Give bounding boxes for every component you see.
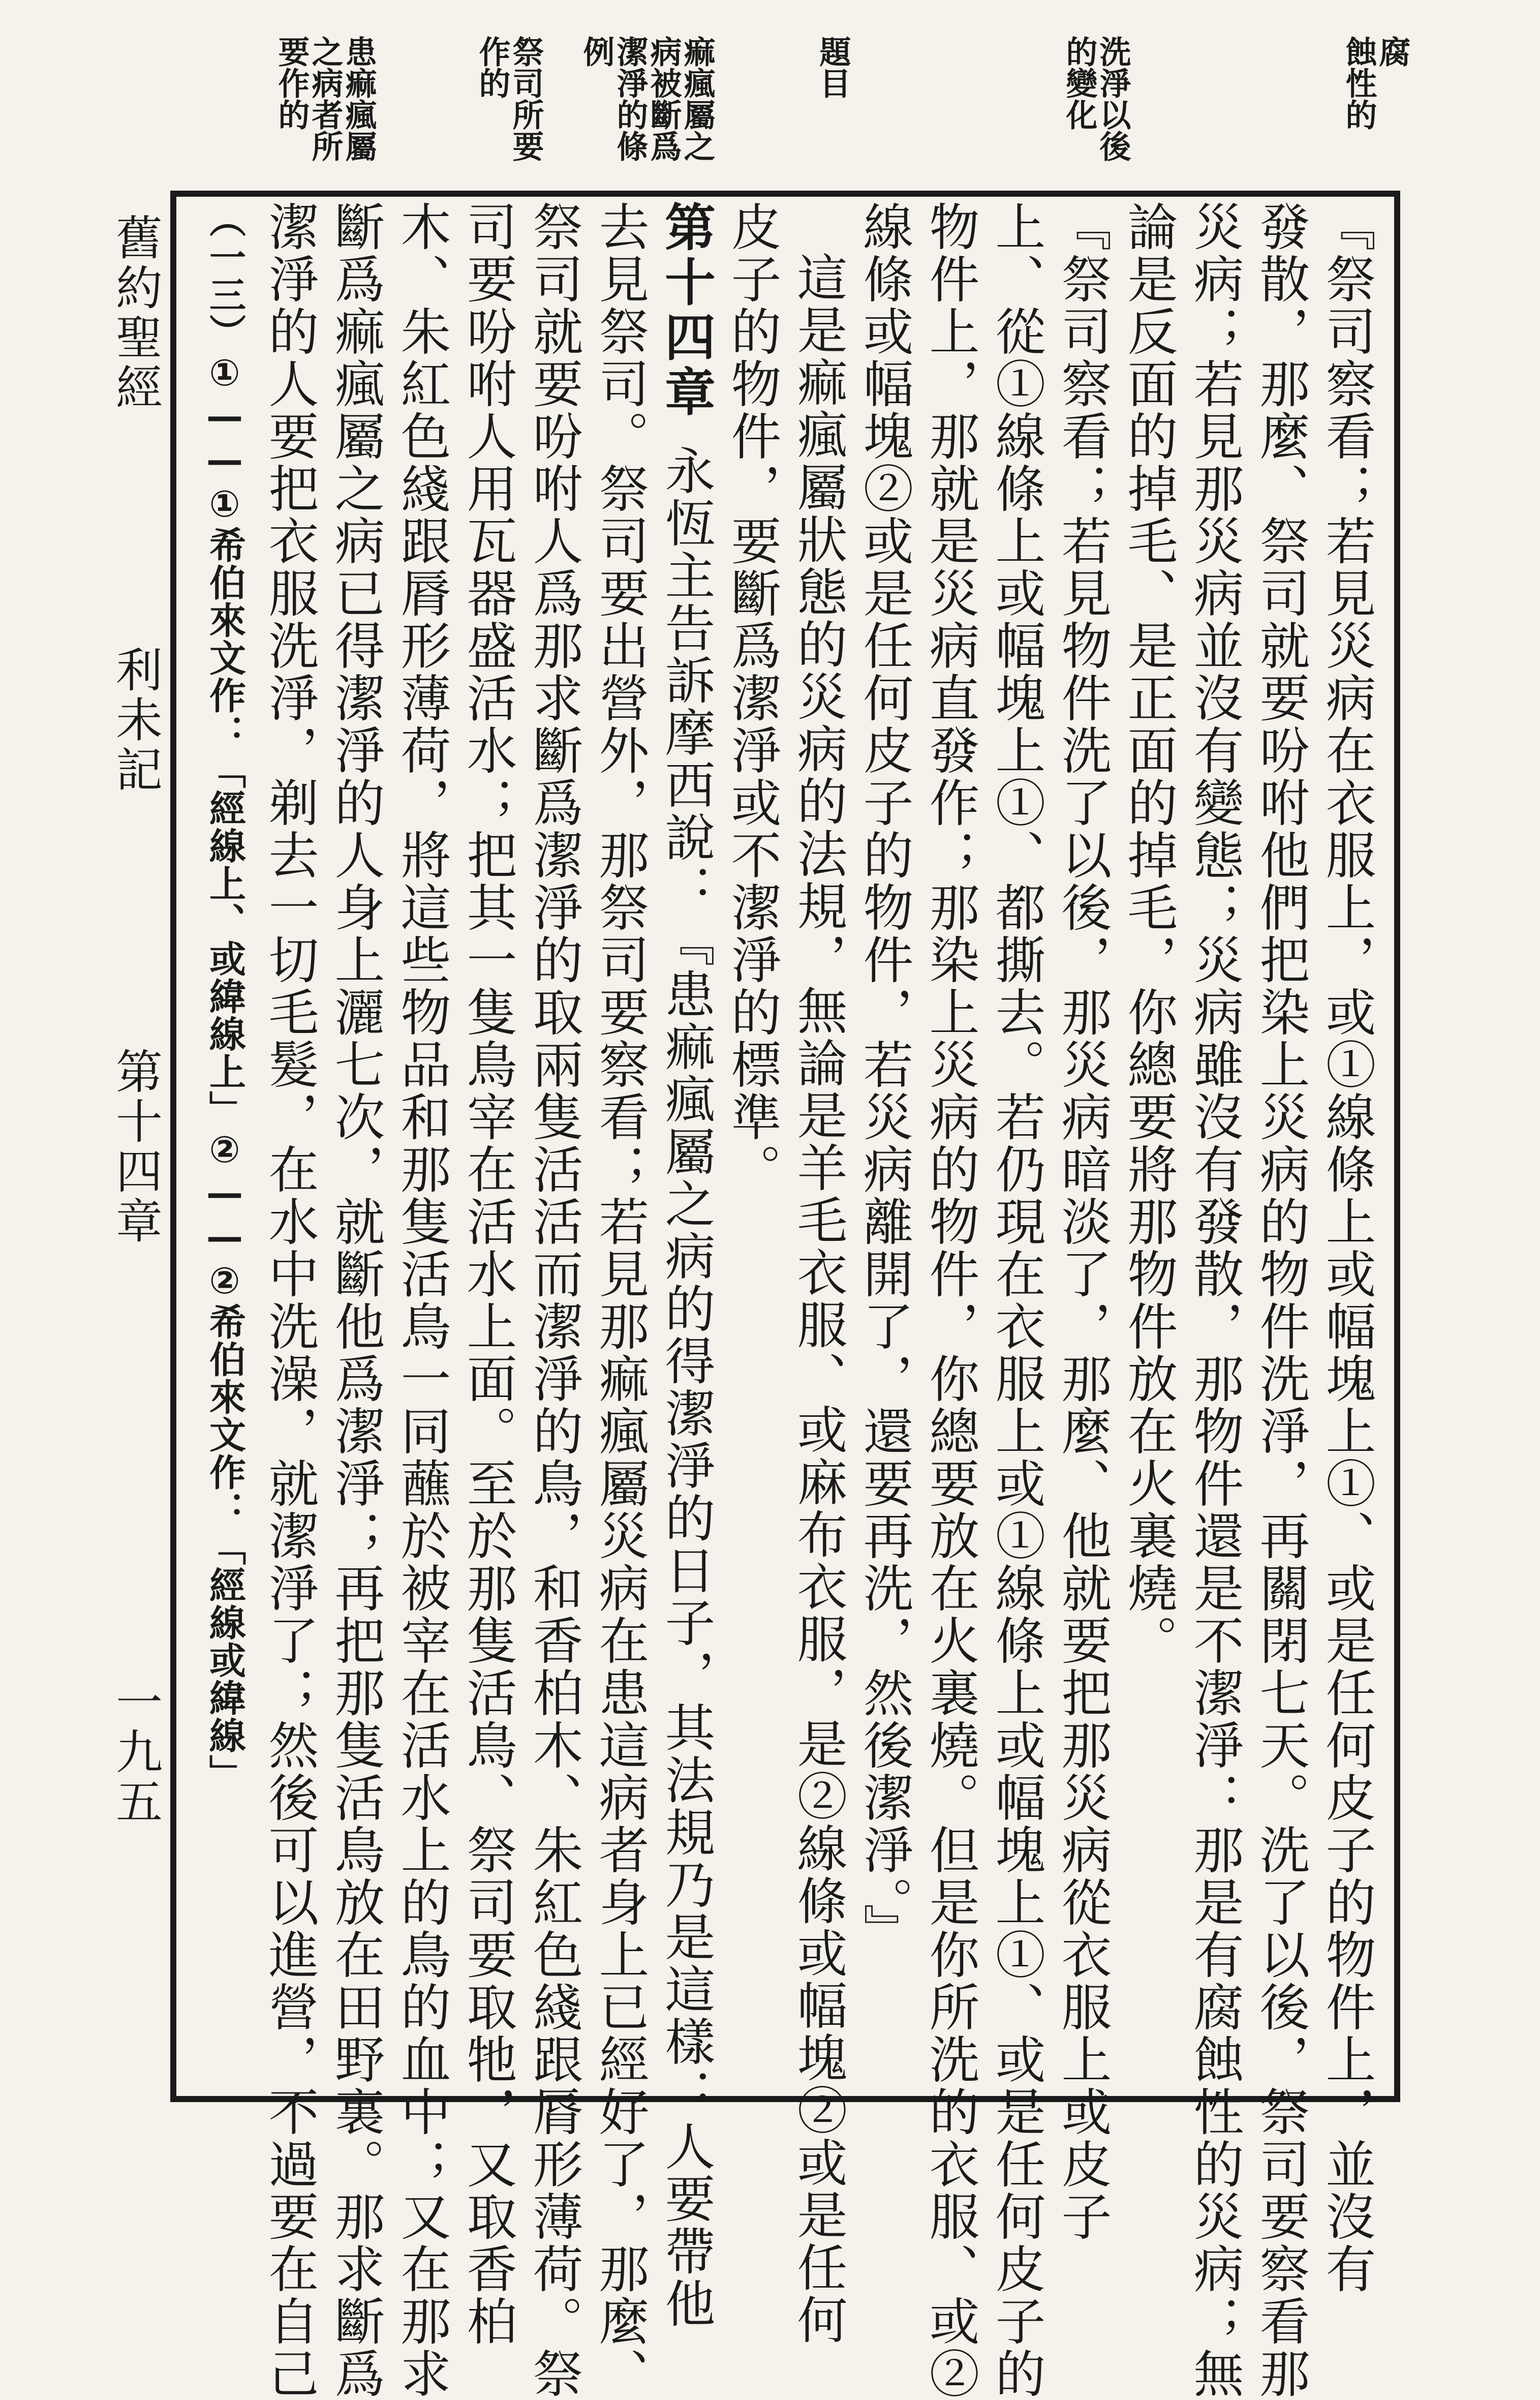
text-column-13: 去見祭司。祭司要出營外，那祭司要察看；若見那痲瘋屬災病在患這病者身上已經好了，那麼、 [591,201,649,2400]
text-column-2: 發散，那麼、祭司就要吩咐他們把染上災病的物件洗淨，再關閉七天。洗了以後，祭司要察看那 [1251,201,1310,2400]
margin-note-line: 之病者所 [306,36,344,162]
text-column-9: 這是痲瘋屬狀態的災病的法規，無論是羊毛衣服、或麻布衣服，是②線條或幅塊②或是任何 [789,252,847,2346]
margin-note-line: 洗淨以後 [1094,36,1131,162]
margin-note-2 [1062,36,1129,188]
page-number: 一九五 [108,1678,163,1827]
margin-note-1 [1342,36,1409,188]
margin-note-line: 痲瘋屬之 [679,36,716,162]
margin-note-line: 的變化 [1061,36,1098,130]
margin-note-line: 作的 [474,36,511,99]
text-column-14: 祭司就要吩咐人爲那求斷爲潔淨的取兩隻活活而潔淨的鳥，和香柏木、朱紅色綫跟脣形薄荷。祭 [525,201,583,2400]
text-column-16: 木、朱紅色綫跟脣形薄荷，將這些物品和那隻活鳥一同蘸於被宰在活水上的鳥的血中；又在那求 [392,201,451,2400]
margin-note-4 [579,36,714,188]
chapter-heading: 第十四章 [656,201,716,420]
margin-note-5 [475,36,542,188]
margin-note-line: 病被斷爲 [645,36,682,162]
margin-note-line: 腐 [1374,36,1411,67]
text-column-10: 皮子的物件，要斷爲潔淨或不潔淨的標準。 [723,201,781,1196]
text-column-15: 司要吩咐人用瓦器盛活水；把其一隻鳥宰在活水上面。至於那隻活鳥、祭司要取牠，又取香柏 [458,201,517,2348]
margin-note-line: 例 [578,36,615,67]
running-head-book-name: 利未記 [108,646,163,795]
margin-note-3 [816,36,849,188]
text-column-12: 永恆主告訴摩西說：『患痲瘋屬之病的得潔淨的日子，其法規乃是這樣：人要帶他 [657,445,715,2330]
text-column-1: 『祭司察看；若見災病在衣服上，或①線條上或幅塊上①、或是任何皮子的物件上，並沒有 [1317,201,1376,2295]
margin-note-line: 題目 [814,36,851,99]
text-column-17: 斷爲痲瘋屬之病已得潔淨的人身上灑七次，就斷他爲潔淨；再把那隻活鳥放在田野裏。那求斷爲 [326,201,385,2400]
margin-note-line: 要作的 [273,36,310,130]
margin-note-line: 蝕性的 [1340,36,1377,130]
footnote: （一三）①——①希伯來文作：「經線上、或緯線上」②——②希伯來文作：「經線或緯線」 [203,201,246,1792]
margin-note-6 [274,36,375,188]
text-column-6: 上、從①線條上或幅塊上①、都撕去。若仍現在衣服上或①線條上或幅塊上①、或是任何皮子的 [987,201,1045,2400]
text-column-7: 物件上，那就是災病直發作；那染上災病的物件，你總要放在火裏燒。但是你所洗的衣服、或② [921,201,979,2400]
margin-note-line: 潔淨的條 [611,36,649,162]
text-column-18: 潔淨的人要把衣服洗淨，剃去一切毛髮，在水中洗澡，就潔淨了；然後可以進營，不過要在自己 [260,201,319,2400]
text-column-3: 災病；若見那災病並沒有變態；災病雖沒有發散，那物件還是不潔淨：那是有腐蝕性的災病；無 [1185,201,1244,2400]
margin-note-line: 患痲瘋屬 [340,36,377,162]
margin-note-line: 祭司所要 [507,36,544,162]
text-column-8: 線條或幅塊②或是任何皮子的物件，若災病離開了，還要再洗，然後潔淨。』 [855,201,913,1956]
text-column-4: 論是反面的掉毛、是正面的掉毛，你總要將那物件放在火裏燒。 [1119,201,1178,1667]
running-head-book: 舊約聖經 [108,214,163,413]
running-head-chapter: 第十四章 [108,1047,163,1247]
text-column-5: 『祭司察看；若見物件洗了以後，那災病暗淡了，那麼、他就要把那災病從衣服上或皮子 [1053,201,1112,2243]
